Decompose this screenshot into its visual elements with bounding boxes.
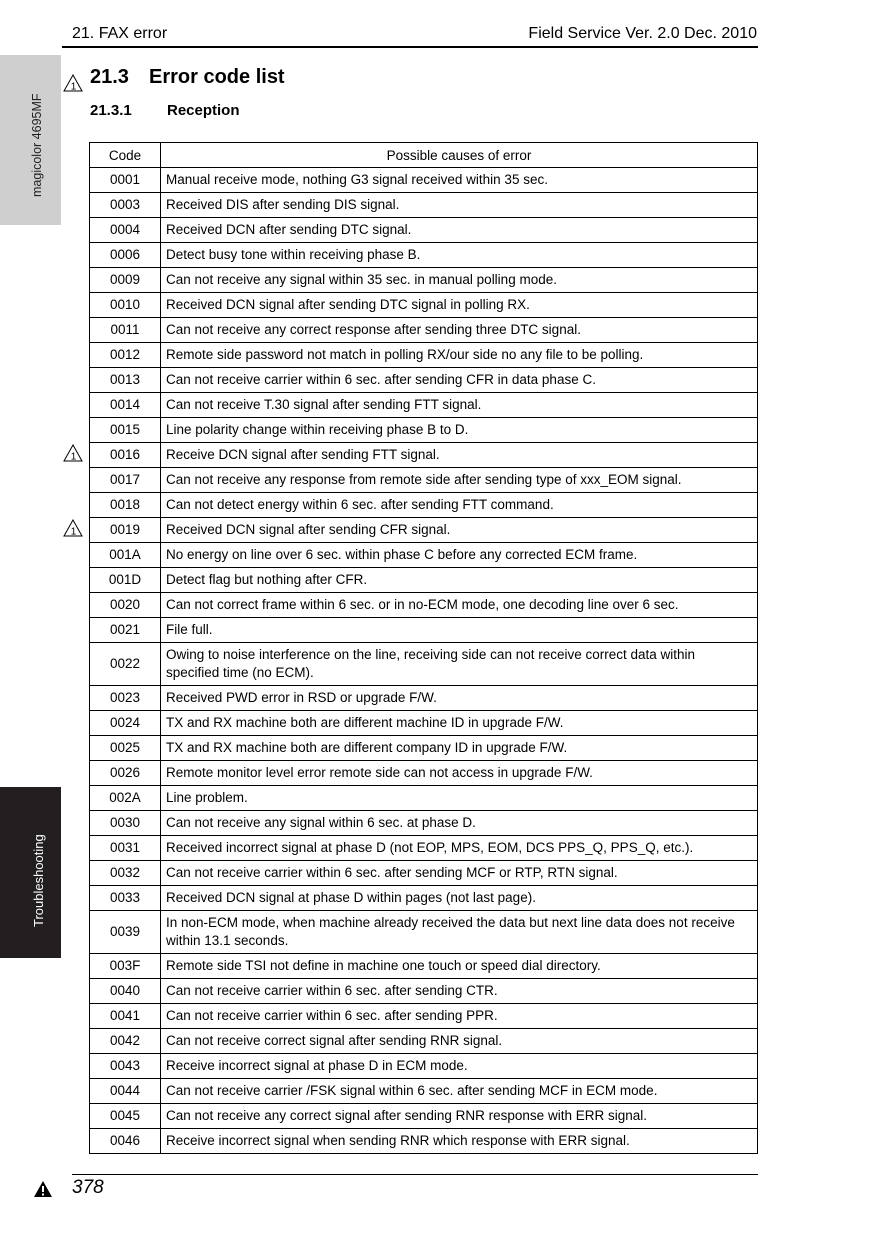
error-cause: Receive DCN signal after sending FTT signal. bbox=[161, 443, 758, 468]
page-number: 378 bbox=[72, 1177, 104, 1198]
error-code: 001D bbox=[90, 568, 161, 593]
error-cause: Remote monitor level error remote side can not access in upgrade F/W. bbox=[161, 761, 758, 786]
revision-triangle-icon bbox=[63, 444, 83, 462]
table-row bbox=[90, 443, 758, 468]
error-code: 0001 bbox=[90, 168, 161, 193]
error-cause: Remote side TSI not define in machine one touch or speed dial directory. bbox=[161, 954, 758, 979]
revision-triangle-icon bbox=[63, 519, 83, 537]
table-row bbox=[90, 393, 758, 418]
error-cause: Can not detect energy within 6 sec. after sending FTT command. bbox=[161, 493, 758, 518]
error-cause: Can not receive any signal within 35 sec. in manual polling mode. bbox=[161, 268, 758, 293]
error-code: 0011 bbox=[90, 318, 161, 343]
table-row bbox=[90, 218, 758, 243]
error-cause: Manual receive mode, nothing G3 signal received within 35 sec. bbox=[161, 168, 758, 193]
table-row bbox=[90, 618, 758, 643]
error-cause: Can not receive T.30 signal after sending FTT signal. bbox=[161, 393, 758, 418]
table-row bbox=[90, 293, 758, 318]
error-cause: Owing to noise interference on the line, receiving side can not receive correct data within specified time (no ECM). bbox=[161, 643, 758, 686]
error-cause: Received incorrect signal at phase D (not EOP, MPS, EOM, DCS PPS_Q, PPS_Q, etc.). bbox=[161, 836, 758, 861]
error-code: 0013 bbox=[90, 368, 161, 393]
table-row bbox=[90, 1004, 758, 1029]
table-row bbox=[90, 686, 758, 711]
table-row bbox=[90, 811, 758, 836]
error-code: 003F bbox=[90, 954, 161, 979]
header-rule bbox=[62, 46, 758, 48]
error-cause: Detect flag but nothing after CFR. bbox=[161, 568, 758, 593]
error-code: 0040 bbox=[90, 979, 161, 1004]
error-code: 0022 bbox=[90, 643, 161, 686]
error-cause: Can not receive carrier within 6 sec. after sending MCF or RTP, RTN signal. bbox=[161, 861, 758, 886]
side-tab-section-label: Troubleshooting bbox=[31, 834, 46, 927]
error-code: 0019 bbox=[90, 518, 161, 543]
error-code: 0015 bbox=[90, 418, 161, 443]
error-code-table bbox=[89, 142, 758, 1154]
error-code: 0043 bbox=[90, 1054, 161, 1079]
table-row bbox=[90, 836, 758, 861]
error-cause: Can not receive carrier /FSK signal within 6 sec. after sending MCF in ECM mode. bbox=[161, 1079, 758, 1104]
error-code: 0012 bbox=[90, 343, 161, 368]
error-code: 002A bbox=[90, 786, 161, 811]
table-row bbox=[90, 1079, 758, 1104]
error-code: 0009 bbox=[90, 268, 161, 293]
error-cause: Can not correct frame within 6 sec. or in no-ECM mode, one decoding line over 6 sec. bbox=[161, 593, 758, 618]
footer-rule bbox=[72, 1174, 758, 1175]
error-code: 0023 bbox=[90, 686, 161, 711]
error-code: 0030 bbox=[90, 811, 161, 836]
error-code: 0044 bbox=[90, 1079, 161, 1104]
error-cause: Can not receive any signal within 6 sec. at phase D. bbox=[161, 811, 758, 836]
error-code: 0016 bbox=[90, 443, 161, 468]
table-row bbox=[90, 886, 758, 911]
error-code: 001A bbox=[90, 543, 161, 568]
error-cause: No energy on line over 6 sec. within phase C before any corrected ECM frame. bbox=[161, 543, 758, 568]
error-cause: Received DCN after sending DTC signal. bbox=[161, 218, 758, 243]
table-row bbox=[90, 518, 758, 543]
table-row bbox=[90, 643, 758, 686]
error-cause: Received DIS after sending DIS signal. bbox=[161, 193, 758, 218]
error-cause: Can not receive any correct signal after sending RNR response with ERR signal. bbox=[161, 1104, 758, 1129]
warning-triangle-icon bbox=[33, 1180, 53, 1203]
error-code: 0020 bbox=[90, 593, 161, 618]
error-code: 0017 bbox=[90, 468, 161, 493]
table-header-row bbox=[90, 143, 758, 168]
error-code: 0033 bbox=[90, 886, 161, 911]
table-row bbox=[90, 954, 758, 979]
table-row bbox=[90, 1029, 758, 1054]
error-cause: Can not receive any correct response after sending three DTC signal. bbox=[161, 318, 758, 343]
error-cause: Received PWD error in RSD or upgrade F/W. bbox=[161, 686, 758, 711]
error-code: 0014 bbox=[90, 393, 161, 418]
error-code: 0024 bbox=[90, 711, 161, 736]
error-code: 0010 bbox=[90, 293, 161, 318]
error-cause: Line problem. bbox=[161, 786, 758, 811]
error-cause: TX and RX machine both are different machine ID in upgrade F/W. bbox=[161, 711, 758, 736]
error-cause: Received DCN signal after sending DTC signal in polling RX. bbox=[161, 293, 758, 318]
error-cause: File full. bbox=[161, 618, 758, 643]
error-cause: Can not receive correct signal after sending RNR signal. bbox=[161, 1029, 758, 1054]
error-cause: Can not receive any response from remote side after sending type of xxx_EOM signal. bbox=[161, 468, 758, 493]
table-row bbox=[90, 418, 758, 443]
table-row bbox=[90, 268, 758, 293]
error-code: 0031 bbox=[90, 836, 161, 861]
error-cause: Can not receive carrier within 6 sec. after sending CFR in data phase C. bbox=[161, 368, 758, 393]
table-row bbox=[90, 979, 758, 1004]
table-row bbox=[90, 1129, 758, 1154]
error-cause: Receive incorrect signal at phase D in ECM mode. bbox=[161, 1054, 758, 1079]
error-code: 0041 bbox=[90, 1004, 161, 1029]
side-tab-section bbox=[0, 787, 61, 958]
svg-text:1: 1 bbox=[70, 526, 77, 537]
table-row bbox=[90, 761, 758, 786]
subsection-number: 21.3.1 bbox=[90, 102, 132, 119]
section-heading bbox=[90, 66, 285, 89]
error-cause: In non-ECM mode, when machine already received the data but next line data does not receive within 13.1 seconds. bbox=[161, 911, 758, 954]
subsection-title: Reception bbox=[167, 102, 240, 119]
error-cause: Can not receive carrier within 6 sec. after sending CTR. bbox=[161, 979, 758, 1004]
table-row bbox=[90, 243, 758, 268]
section-title: Error code list bbox=[149, 66, 285, 88]
table-row bbox=[90, 193, 758, 218]
table-row bbox=[90, 593, 758, 618]
section-number: 21.3 bbox=[90, 66, 129, 88]
column-header-code: Code bbox=[90, 143, 161, 168]
svg-text:1: 1 bbox=[70, 451, 77, 462]
error-cause: TX and RX machine both are different company ID in upgrade F/W. bbox=[161, 736, 758, 761]
table-row bbox=[90, 568, 758, 593]
running-header-chapter: 21. FAX error bbox=[72, 25, 168, 42]
table-row bbox=[90, 736, 758, 761]
table-row bbox=[90, 711, 758, 736]
svg-text:1: 1 bbox=[70, 81, 77, 92]
subsection-heading bbox=[90, 102, 240, 119]
error-cause: Received DCN signal at phase D within pages (not last page). bbox=[161, 886, 758, 911]
table-row bbox=[90, 1054, 758, 1079]
table-row bbox=[90, 318, 758, 343]
table-row bbox=[90, 786, 758, 811]
error-code: 0042 bbox=[90, 1029, 161, 1054]
error-code: 0032 bbox=[90, 861, 161, 886]
table-row bbox=[90, 1104, 758, 1129]
error-code: 0018 bbox=[90, 493, 161, 518]
table-row bbox=[90, 343, 758, 368]
error-code: 0021 bbox=[90, 618, 161, 643]
error-code: 0045 bbox=[90, 1104, 161, 1129]
error-code: 0039 bbox=[90, 911, 161, 954]
error-code: 0006 bbox=[90, 243, 161, 268]
table-row bbox=[90, 368, 758, 393]
revision-triangle-icon bbox=[63, 74, 83, 92]
error-cause: Remote side password not match in polling RX/our side no any file to be polling. bbox=[161, 343, 758, 368]
error-cause: Line polarity change within receiving phase B to D. bbox=[161, 418, 758, 443]
error-cause: Detect busy tone within receiving phase B. bbox=[161, 243, 758, 268]
error-code: 0025 bbox=[90, 736, 161, 761]
error-code: 0026 bbox=[90, 761, 161, 786]
table-row bbox=[90, 468, 758, 493]
error-cause: Can not receive carrier within 6 sec. after sending PPR. bbox=[161, 1004, 758, 1029]
table-row bbox=[90, 168, 758, 193]
table-row bbox=[90, 861, 758, 886]
side-tab-model-label: magicolor 4695MF bbox=[30, 93, 44, 197]
table-row bbox=[90, 493, 758, 518]
error-code: 0003 bbox=[90, 193, 161, 218]
error-code: 0046 bbox=[90, 1129, 161, 1154]
running-header-version: Field Service Ver. 2.0 Dec. 2010 bbox=[528, 25, 757, 42]
table-row bbox=[90, 911, 758, 954]
error-cause: Received DCN signal after sending CFR signal. bbox=[161, 518, 758, 543]
error-rows bbox=[90, 168, 758, 1154]
error-cause: Receive incorrect signal when sending RNR which response with ERR signal. bbox=[161, 1129, 758, 1154]
error-code: 0004 bbox=[90, 218, 161, 243]
side-tab-model bbox=[0, 55, 61, 225]
table-row bbox=[90, 543, 758, 568]
column-header-cause: Possible causes of error bbox=[161, 143, 758, 168]
